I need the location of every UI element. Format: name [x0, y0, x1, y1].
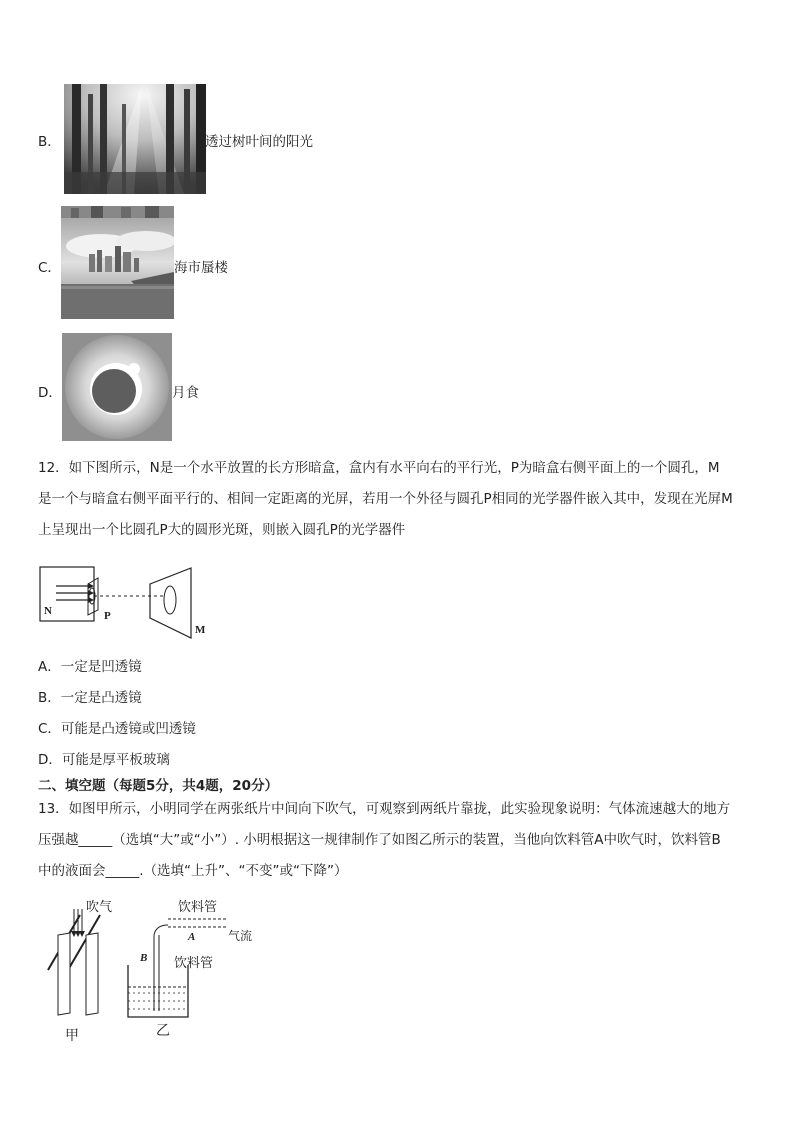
label-a: A — [188, 931, 196, 943]
q13-line-1: 13．如图甲所示，小明同学在两张纸片中间向下吹气，可观察到两纸片靠拢，此实验现象说明：气体流速越大的地方 — [38, 801, 731, 817]
option-d-letter: D． — [38, 385, 62, 401]
q12-figure — [38, 562, 213, 642]
tube-top-label: 饮料管 — [178, 900, 218, 915]
q12-text — [38, 453, 758, 546]
caption-jia: 甲 — [65, 1028, 79, 1044]
label-m: M — [195, 624, 206, 636]
q13-line-3: 中的液面会_____.（选填“上升”、“不变”或“下降”） — [38, 863, 348, 879]
forest-sunlight-photo — [64, 84, 206, 194]
q12-line-1: 12．如下图所示，N是一个水平放置的长方形暗盒，盒内有水平向右的平行光，P为暗盒右侧平面上的一个圆孔，M — [38, 460, 720, 476]
q13-text — [38, 794, 758, 887]
option-b-caption: 透过树叶间的阳光 — [205, 134, 313, 150]
tube-side-label: 饮料管 — [174, 956, 214, 971]
option-c-caption: 海市蜃楼 — [174, 260, 228, 276]
mirage-photo — [61, 206, 174, 319]
q13-line-2: 压强越_____（选填“大”或“小”）. 小明根据这一规律制作了如图乙所示的装置，当他向饮料管A中吹气时，饮料管B — [38, 832, 721, 848]
section-heading: 二、填空题（每题5分，共4题，20分） — [38, 778, 279, 794]
label-n: N — [44, 605, 52, 617]
eclipse-photo — [62, 333, 172, 441]
q12-choice-c: C．可能是凸透镜或凹透镜 — [38, 721, 196, 737]
option-c-letter: C． — [38, 260, 61, 276]
airflow-label: 气流 — [228, 929, 253, 943]
label-p: P — [104, 610, 111, 622]
q12-choice-d: D．可能是厚平板玻璃 — [38, 752, 170, 768]
option-b-letter: B． — [38, 134, 61, 150]
q12-choice-a: A．一定是凹透镜 — [38, 659, 142, 675]
q13-figure — [38, 895, 263, 1050]
caption-yi: 乙 — [156, 1023, 170, 1039]
q12-line-2: 是一个与暗盒右侧平面平行的、相间一定距离的光屏，若用一个外径与圆孔P相同的光学器件嵌入其中，发现在光屏M — [38, 491, 733, 507]
q12-line-3: 上呈现出一个比圆孔P大的圆形光斑，则嵌入圆孔P的光学器件 — [38, 522, 406, 538]
label-b: B — [140, 952, 148, 964]
q12-choice-b: B．一定是凸透镜 — [38, 690, 142, 706]
blow-label: 吹气 — [86, 900, 113, 915]
option-d-caption: 月食 — [172, 385, 199, 401]
